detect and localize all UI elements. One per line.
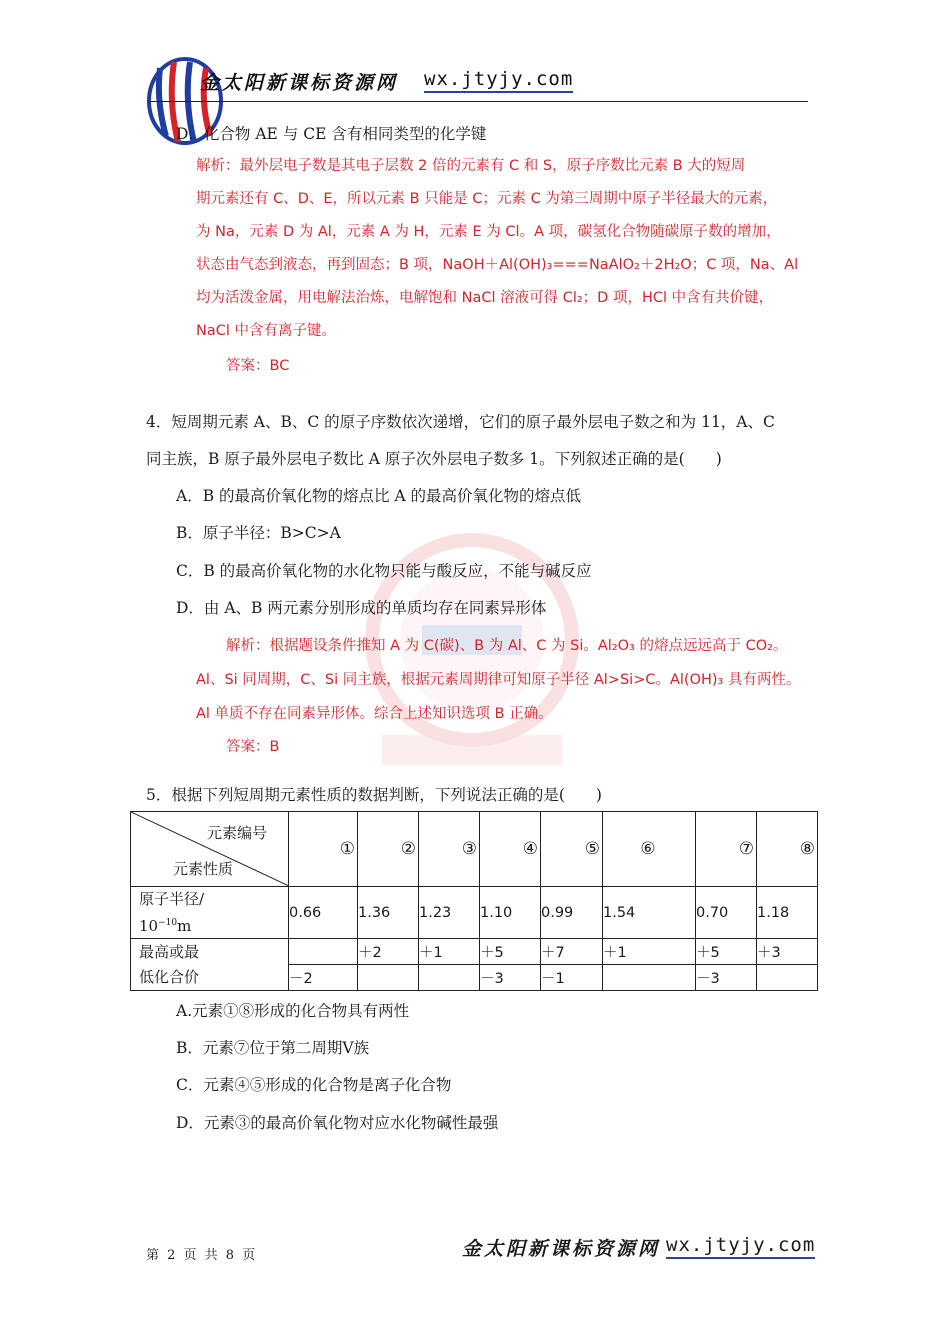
radius-label-line-2 (139, 911, 288, 938)
table-row-highest-valence (131, 939, 818, 965)
footer-url-link[interactable]: wx.jtyjy.com (666, 1234, 815, 1259)
radius-value-1: 0.66 (289, 887, 358, 939)
element-index-2: ② (358, 812, 419, 887)
element-index-8: ⑧ (757, 812, 818, 887)
element-index-6: ⑥ (603, 812, 696, 887)
highest-valence-6: ＋1 (603, 939, 696, 965)
lowest-valence-5: －1 (541, 965, 603, 991)
header-brand: 金太阳新课标资源网 (200, 72, 399, 94)
radius-unit: m (177, 917, 192, 935)
radius-value-4: 1.10 (480, 887, 541, 939)
lowest-valence-7: －3 (696, 965, 757, 991)
radius-label-line-1: 原子半径/ (139, 890, 205, 908)
q4-option-a: A．B 的最高价氧化物的熔点比 A 的最高价氧化物的熔点低 (176, 487, 582, 505)
q5-option-c: C．元素④⑤形成的化合物是离子化合物 (176, 1076, 452, 1094)
table-row-radius (131, 887, 818, 939)
valence-label-line-1: 最高或最 (139, 942, 200, 961)
q3-analysis-line-2: 期元素还有 C、D、E，所以元素 B 只能是 C；元素 C 为第三周期中原子半径最大的元素， (196, 191, 778, 207)
radius-value-6: 1.54 (603, 887, 696, 939)
header-element-id: 元素编号 (207, 824, 268, 842)
q3-analysis-line-3: 为 Na，元素 D 为 Al，元素 A 为 H，元素 E 为 Cl。A 项，碳氢化合物随碳原子数的增加， (196, 224, 781, 240)
highest-valence-5: ＋7 (541, 939, 603, 965)
q5-option-b: B．元素⑦位于第二周期Ⅴ族 (176, 1039, 370, 1057)
q5-option-a: A.元素①⑧形成的化合物具有两性 (176, 1002, 410, 1020)
q4-stem-line-2: 同主族，B 原子最外层电子数比 A 原子次外层电子数多 1。下列叙述正确的是( ) (146, 450, 722, 468)
element-property-table (130, 811, 818, 991)
q3-option-d: D．化合物 AE 与 CE 含有相同类型的化学键 (176, 125, 487, 143)
q5-option-d: D．元素③的最高价氧化物对应水化物碱性最强 (176, 1114, 499, 1132)
header-element-property: 元素性质 (173, 860, 234, 878)
header-divider (148, 101, 808, 102)
element-index-4: ④ (480, 812, 541, 887)
q4-answer: 答案：B (226, 739, 280, 755)
q4-option-d: D．由 A、B 两元素分别形成的单质均存在同素异形体 (176, 599, 547, 617)
highest-valence-1 (289, 939, 358, 965)
radius-value-8: 1.18 (757, 887, 818, 939)
radius-value-2: 1.36 (358, 887, 419, 939)
q3-answer: 答案：BC (226, 358, 290, 374)
valence-label (131, 939, 289, 991)
q4-analysis-line-2: Al、Si 同周期，C、Si 同主族，根据元素周期律可知原子半径 Al>Si>C。Al(OH)₃ 具有两性。 (196, 672, 801, 688)
q5-stem: 5．根据下列短周期元素性质的数据判断，下列说法正确的是( ) (146, 786, 602, 804)
header-url-link[interactable]: wx.jtyjy.com (424, 68, 573, 93)
valence-label-line-2: 低化合价 (139, 967, 200, 986)
element-index-7: ⑦ (696, 812, 757, 887)
q3-analysis-line-1: 解析：最外层电子数是其电子层数 2 倍的元素有 C 和 S，原子序数比元素 B 大的短周 (196, 158, 746, 174)
lowest-valence-4: －3 (480, 965, 541, 991)
highest-valence-7: ＋5 (696, 939, 757, 965)
footer-brand: 金太阳新课标资源网 (462, 1238, 661, 1260)
highest-valence-3: ＋1 (419, 939, 480, 965)
radius-label (131, 887, 289, 939)
highest-valence-2: ＋2 (358, 939, 419, 965)
element-index-1: ① (289, 812, 358, 887)
q4-stem-line-1: 4．短周期元素 A、B、C 的原子序数依次递增，它们的原子最外层电子数之和为 11，A、C (146, 413, 775, 431)
lowest-valence-3 (419, 965, 480, 991)
radius-value-7: 0.70 (696, 887, 757, 939)
element-index-3: ③ (419, 812, 480, 887)
radius-base: 10 (139, 917, 159, 935)
radius-exponent: −10 (158, 918, 178, 928)
lowest-valence-6 (603, 965, 696, 991)
radius-value-5: 0.99 (541, 887, 603, 939)
lowest-valence-1: －2 (289, 965, 358, 991)
q3-analysis-line-4: 状态由气态到液态，再到固态；B 项，NaOH＋Al(OH)₃===NaAlO₂＋2H₂O；C 项，Na、Al (196, 257, 799, 273)
highest-valence-4: ＋5 (480, 939, 541, 965)
radius-value-3: 1.23 (419, 887, 480, 939)
highest-valence-8: ＋3 (757, 939, 818, 965)
element-index-5: ⑤ (541, 812, 603, 887)
q4-analysis-line-1: 解析：根据题设条件推知 A 为 C(碳)、B 为 Al、C 为 Si。Al₂O₃ 的熔点远远高于 CO₂。 (226, 638, 788, 654)
q3-analysis-line-5: 均为活泼金属，用电解法治炼，电解饱和 NaCl 溶液可得 Cl₂；D 项，HCl 中含有共价键， (196, 290, 774, 306)
table-header-row (131, 812, 818, 887)
lowest-valence-8 (757, 965, 818, 991)
q4-option-b: B．原子半径：B>C>A (176, 524, 341, 542)
q4-option-c: C．B 的最高价氧化物的水化物只能与酸反应，不能与碱反应 (176, 562, 592, 580)
q4-analysis-line-3: Al 单质不存在同素异形体。综合上述知识选项 B 正确。 (196, 706, 553, 722)
q3-analysis-line-6: NaCl 中含有离子键。 (196, 323, 336, 339)
page-number: 第 2 页 共 8 页 (146, 1248, 258, 1263)
lowest-valence-2 (358, 965, 419, 991)
table-diagonal-header (131, 812, 289, 887)
